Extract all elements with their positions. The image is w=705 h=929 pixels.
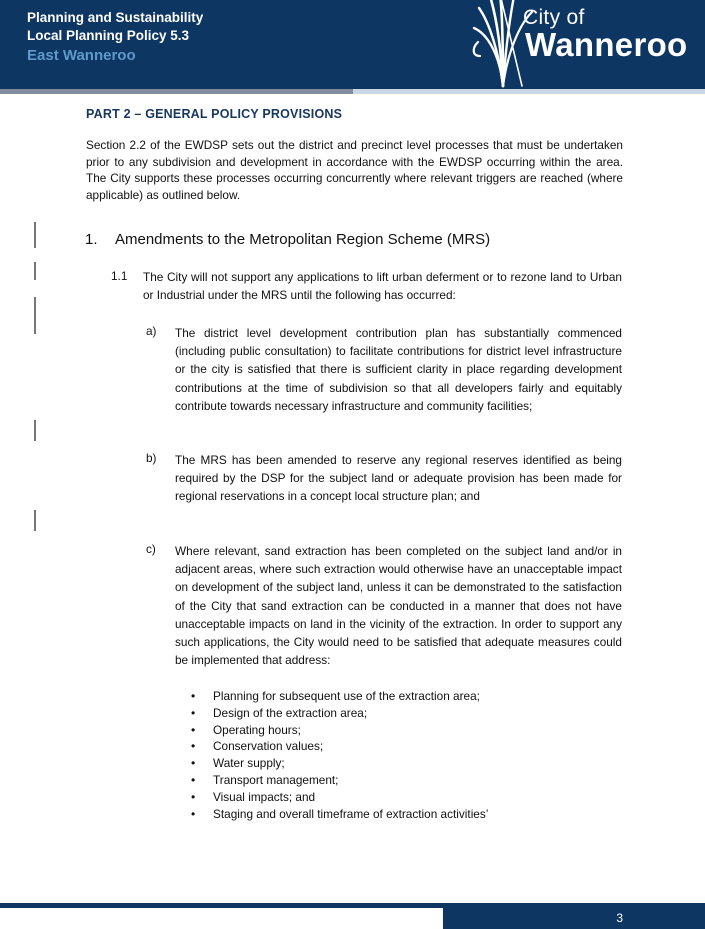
change-bar-5 xyxy=(34,510,36,531)
intro-paragraph: Section 2.2 of the EWDSP sets out the district and precinct level processes that must be undertaken prior to any subdivision and development in accordance with the EWDSP occurring within the area. The City supports these processes occurring concurrently where relevant triggers are reached (where applicable) as outlined below. xyxy=(86,138,623,202)
bullet-list xyxy=(191,688,631,822)
part-heading: PART 2 – GENERAL POLICY PROVISIONS xyxy=(86,107,343,121)
change-bar-3 xyxy=(34,297,36,334)
item-c-text: Where relevant, sand extraction has been completed on the subject land and/or in adjacent areas, where such extraction would otherwise have an unacceptable impact on development of the subject land, unless it can be demonstrated to the satisfaction of the City that sand extraction can be conducted in a manner that does not have unacceptable impacts on land in the vicinity of the extraction. In order to support any such applications, the City would need to be satisfied that adequate measures could be implemented that address: xyxy=(175,544,622,668)
policy-line: Local Planning Policy 5.3 xyxy=(27,28,190,43)
department-line: Planning and Sustainability xyxy=(27,10,204,25)
item-a-text: The district level development contribution plan has substantially commenced (including public consultation) to facilitate contributions for district level infrastructure or the city is satisfied that there is sufficient clarity in place regarding development contributions at the time of subdivision so that all developers fairly and equitably contribute towards necessary infrastructure and community facilities; xyxy=(175,326,622,413)
bullet-item: • Transport management; xyxy=(191,772,631,789)
clause-1-1-text: The City will not support any applications to lift urban deferment or to rezone land to Urban or Industrial under the MRS until the following has occurred: xyxy=(143,270,622,302)
change-bar-2 xyxy=(34,262,36,280)
clause-1-1-number: 1.1 xyxy=(111,269,128,283)
header-title-block xyxy=(27,9,203,65)
bullet-item: • Conservation values; xyxy=(191,738,631,755)
header-divider-right xyxy=(353,89,705,94)
header-bar xyxy=(0,0,705,89)
bullet-item: • Visual impacts; and xyxy=(191,789,631,806)
footer-bar xyxy=(443,908,705,929)
area-line: East Wanneroo xyxy=(27,47,136,64)
item-b-label: b) xyxy=(146,451,157,465)
bullet-item: • Design of the extraction area; xyxy=(191,705,631,722)
bullet-item: • Staging and overall timeframe of extraction activities’ xyxy=(191,806,631,823)
logo-city-of-text: City of xyxy=(523,6,585,29)
change-bar-4 xyxy=(34,420,36,441)
bullet-item: • Operating hours; xyxy=(191,722,631,739)
page-number: 3 xyxy=(616,911,623,925)
header-divider-left xyxy=(0,89,353,94)
section-1-number: 1. xyxy=(85,231,98,248)
bullet-item: • Water supply; xyxy=(191,755,631,772)
item-a-label: a) xyxy=(146,324,157,338)
change-bar-1 xyxy=(34,222,36,248)
item-c-label: c) xyxy=(146,542,156,556)
city-of-wanneroo-logo xyxy=(470,0,700,89)
bullet-item: • Planning for subsequent use of the extraction area; xyxy=(191,688,631,705)
section-1-title: Amendments to the Metropolitan Region Scheme (MRS) xyxy=(115,231,491,248)
logo-wanneroo-text: Wanneroo xyxy=(525,26,688,63)
item-b-text: The MRS has been amended to reserve any regional reserves identified as being required by the DSP for the subject land or adequate provision has been made for regional reservations in a concept local structure plan; and xyxy=(175,453,622,504)
